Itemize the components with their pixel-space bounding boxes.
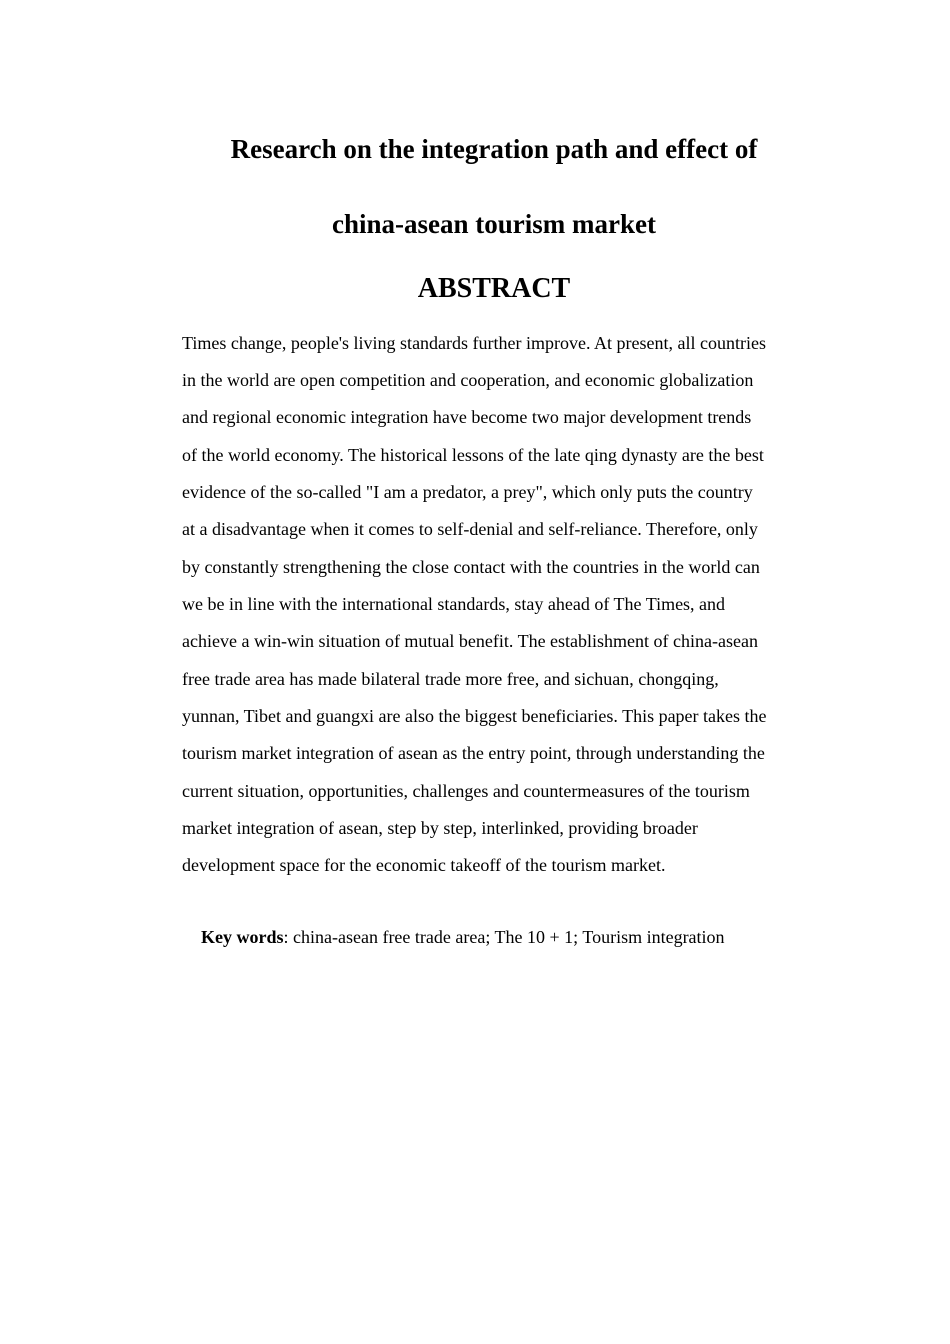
keywords-label: Key words <box>201 927 284 947</box>
keywords-line <box>201 926 725 948</box>
abstract-line: current situation, opportunities, challenges and countermeasures of the tourism <box>182 781 750 801</box>
abstract-line: tourism market integration of asean as the entry point, through understanding the <box>182 743 765 763</box>
abstract-heading: ABSTRACT <box>417 273 571 304</box>
abstract-line: by constantly strengthening the close contact with the countries in the world can <box>182 557 760 577</box>
paper-title-line-2: china-asean tourism market <box>332 209 656 239</box>
abstract-line: free trade area has made bilateral trade more free, and sichuan, chongqing, <box>182 669 719 689</box>
abstract-line: Times change, people's living standards further improve. At present, all countries <box>182 333 766 353</box>
abstract-line: and regional economic integration have become two major development trends <box>182 407 752 427</box>
abstract-line: in the world are open competition and cooperation, and economic globalization <box>182 370 754 390</box>
abstract-line: evidence of the so-called "I am a predator, a prey", which only puts the country <box>182 482 753 502</box>
abstract-line: market integration of asean, step by step, interlinked, providing broader <box>182 818 698 838</box>
abstract-line: development space for the economic takeoff of the tourism market. <box>182 855 666 875</box>
abstract-line: achieve a win-win situation of mutual benefit. The establishment of china-asean <box>182 631 758 651</box>
abstract-line: of the world economy. The historical lessons of the late qing dynasty are the best <box>182 445 764 465</box>
abstract-line: we be in line with the international standards, stay ahead of The Times, and <box>182 594 726 614</box>
keywords-text: : china-asean free trade area; The 10 + 1; Tourism integration <box>283 927 725 947</box>
abstract-line: yunnan, Tibet and guangxi are also the biggest beneficiaries. This paper takes the <box>182 706 767 726</box>
paper-title-line-1: Research on the integration path and effect of <box>230 134 758 164</box>
abstract-line: at a disadvantage when it comes to self-denial and self-reliance. Therefore, only <box>182 519 758 539</box>
